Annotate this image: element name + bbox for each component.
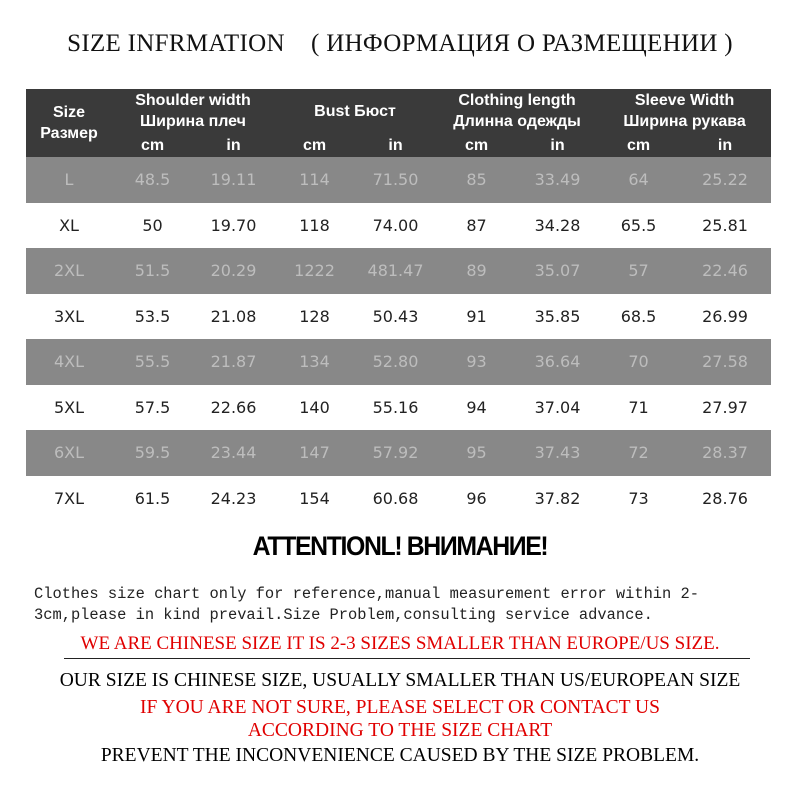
measurement-cell: 64 <box>628 170 649 190</box>
unit-cm: cm <box>464 136 489 154</box>
table-row <box>26 476 771 522</box>
size-cell: 4XL <box>53 352 85 372</box>
measurement-cell: 1222 <box>294 261 335 281</box>
measurement-cell: 72 <box>628 443 649 463</box>
page-title: SIZE INFRMATION ( ИНФОРМАЦИЯ О РАЗМЕЩЕНИИ ) <box>67 30 733 57</box>
measurement-cell: 34.28 <box>534 215 581 235</box>
shoulder-header <box>112 89 274 133</box>
unit-in: in <box>550 136 565 154</box>
table-row <box>26 248 771 294</box>
measurement-cell: 87 <box>466 215 487 235</box>
measurement-cell: 36.64 <box>534 352 581 372</box>
measurement-cell: 55.5 <box>134 352 171 372</box>
measurement-cell: 59.5 <box>134 443 171 463</box>
measurement-cell: 74.00 <box>372 215 419 235</box>
table-row <box>26 203 771 249</box>
measurement-cell: 25.81 <box>702 215 748 235</box>
disclaimer-note <box>34 584 774 626</box>
size-cell: 7XL <box>53 488 85 508</box>
size-cell: 3XL <box>53 306 85 326</box>
bottom-line-2: IF YOU ARE NOT SURE, PLEASE SELECT OR CONTACT US <box>140 697 660 718</box>
unit-cm: cm <box>140 136 165 154</box>
shoulder-header-ru: Ширина плеч <box>140 113 246 130</box>
measurement-cell: 22.46 <box>702 261 748 281</box>
measurement-cell: 26.99 <box>702 306 748 326</box>
sleeve-header <box>598 89 771 133</box>
measurement-cell: 71.50 <box>372 170 419 190</box>
bottom-line-4: PREVENT THE INCONVENIENCE CAUSED BY THE SIZE PROBLEM. <box>100 745 700 766</box>
size-cell: 2XL <box>53 261 85 281</box>
measurement-cell: 27.97 <box>702 397 748 417</box>
measurement-cell: 25.22 <box>702 170 748 190</box>
unit-in: in <box>226 136 241 154</box>
measurement-cell: 57.5 <box>134 397 171 417</box>
measurement-cell: 154 <box>299 488 330 508</box>
length-header-ru: Длинна одежды <box>453 113 581 130</box>
measurement-cell: 52.80 <box>372 352 419 372</box>
measurement-cell: 71 <box>628 397 649 417</box>
unit-in: in <box>717 136 733 154</box>
measurement-cell: 140 <box>299 397 330 417</box>
measurement-cell: 53.5 <box>134 306 171 326</box>
bottom-line-3: ACCORDING TO THE SIZE CHART <box>247 720 553 741</box>
measurement-cell: 27.58 <box>702 352 748 372</box>
disclaimer-line: Clothes size chart only for reference,manual measurement error within 2- <box>34 585 699 603</box>
size-cell: L <box>64 170 74 190</box>
measurement-cell: 19.70 <box>210 215 257 235</box>
measurement-cell: 35.85 <box>534 306 581 326</box>
chinese-size-warning: WE ARE CHINESE SIZE IT IS 2-3 SIZES SMALLER THAN EUROPE/US SIZE. <box>80 633 720 654</box>
measurement-cell: 114 <box>299 170 330 190</box>
measurement-cell: 57 <box>628 261 649 281</box>
bust-header <box>274 89 436 133</box>
measurement-cell: 93 <box>466 352 487 372</box>
table-row <box>26 385 771 431</box>
table-row <box>26 294 771 340</box>
measurement-cell: 23.44 <box>210 443 257 463</box>
measurement-cell: 70 <box>628 352 649 372</box>
measurement-cell: 20.29 <box>210 261 257 281</box>
length-header <box>436 89 598 133</box>
size-cell: XL <box>59 215 79 235</box>
sleeve-header-en: Sleeve Width <box>634 92 735 109</box>
table-row <box>26 339 771 385</box>
size-cell: 5XL <box>53 397 85 417</box>
measurement-cell: 60.68 <box>372 488 419 508</box>
attention-heading: ATTENTIONL! ВНИМАНИЕ! <box>252 531 548 561</box>
measurement-cell: 134 <box>299 352 330 372</box>
measurement-cell: 85 <box>466 170 487 190</box>
measurement-cell: 65.5 <box>620 215 657 235</box>
size-header-en: Size <box>52 104 85 121</box>
measurement-cell: 35.07 <box>534 261 581 281</box>
measurement-cell: 94 <box>466 397 487 417</box>
measurement-cell: 91 <box>466 306 487 326</box>
size-cell: 6XL <box>53 443 85 463</box>
measurement-cell: 22.66 <box>210 397 257 417</box>
measurement-cell: 48.5 <box>134 170 171 190</box>
measurement-cell: 51.5 <box>134 261 171 281</box>
length-header-en: Clothing length <box>458 92 576 109</box>
bust-header-label: Bust Бюст <box>314 102 396 120</box>
bottom-line-1: OUR SIZE IS CHINESE SIZE, USUALLY SMALLER THAN US/EUROPEAN SIZE <box>59 670 741 691</box>
measurement-cell: 19.11 <box>210 170 257 190</box>
table-body <box>26 157 771 521</box>
measurement-cell: 28.76 <box>702 488 748 508</box>
measurement-cell: 118 <box>299 215 330 235</box>
measurement-cell: 21.08 <box>210 306 257 326</box>
measurement-cell: 68.5 <box>620 306 657 326</box>
divider <box>64 658 750 659</box>
table-row <box>26 157 771 203</box>
unit-in: in <box>388 136 403 154</box>
measurement-cell: 128 <box>299 306 330 326</box>
table-header <box>26 89 771 157</box>
measurement-cell: 33.49 <box>534 170 581 190</box>
measurement-cell: 37.04 <box>534 397 581 417</box>
measurement-cell: 37.82 <box>534 488 581 508</box>
measurement-cell: 96 <box>466 488 487 508</box>
measurement-cell: 61.5 <box>134 488 171 508</box>
disclaimer-line: 3cm,please in kind prevail.Size Problem,consulting service advance. <box>34 606 653 624</box>
measurement-cell: 24.23 <box>210 488 257 508</box>
measurement-cell: 50.43 <box>372 306 419 326</box>
measurement-cell: 147 <box>299 443 330 463</box>
size-header-ru: Размер <box>40 125 98 142</box>
table-row <box>26 430 771 476</box>
shoulder-header-en: Shoulder width <box>135 92 251 109</box>
measurement-cell: 28.37 <box>702 443 748 463</box>
unit-cm: cm <box>302 136 327 154</box>
measurement-cell: 55.16 <box>372 397 419 417</box>
measurement-cell: 37.43 <box>534 443 581 463</box>
measurement-cell: 481.47 <box>367 261 424 281</box>
sleeve-header-ru: Ширина рукава <box>623 113 746 130</box>
size-table <box>26 89 771 521</box>
measurement-cell: 50 <box>142 215 163 235</box>
measurement-cell: 89 <box>466 261 487 281</box>
size-header <box>26 89 112 157</box>
unit-cm: cm <box>626 136 651 154</box>
measurement-cell: 57.92 <box>372 443 419 463</box>
measurement-cell: 95 <box>466 443 487 463</box>
measurement-cell: 73 <box>628 488 649 508</box>
measurement-cell: 21.87 <box>210 352 257 372</box>
